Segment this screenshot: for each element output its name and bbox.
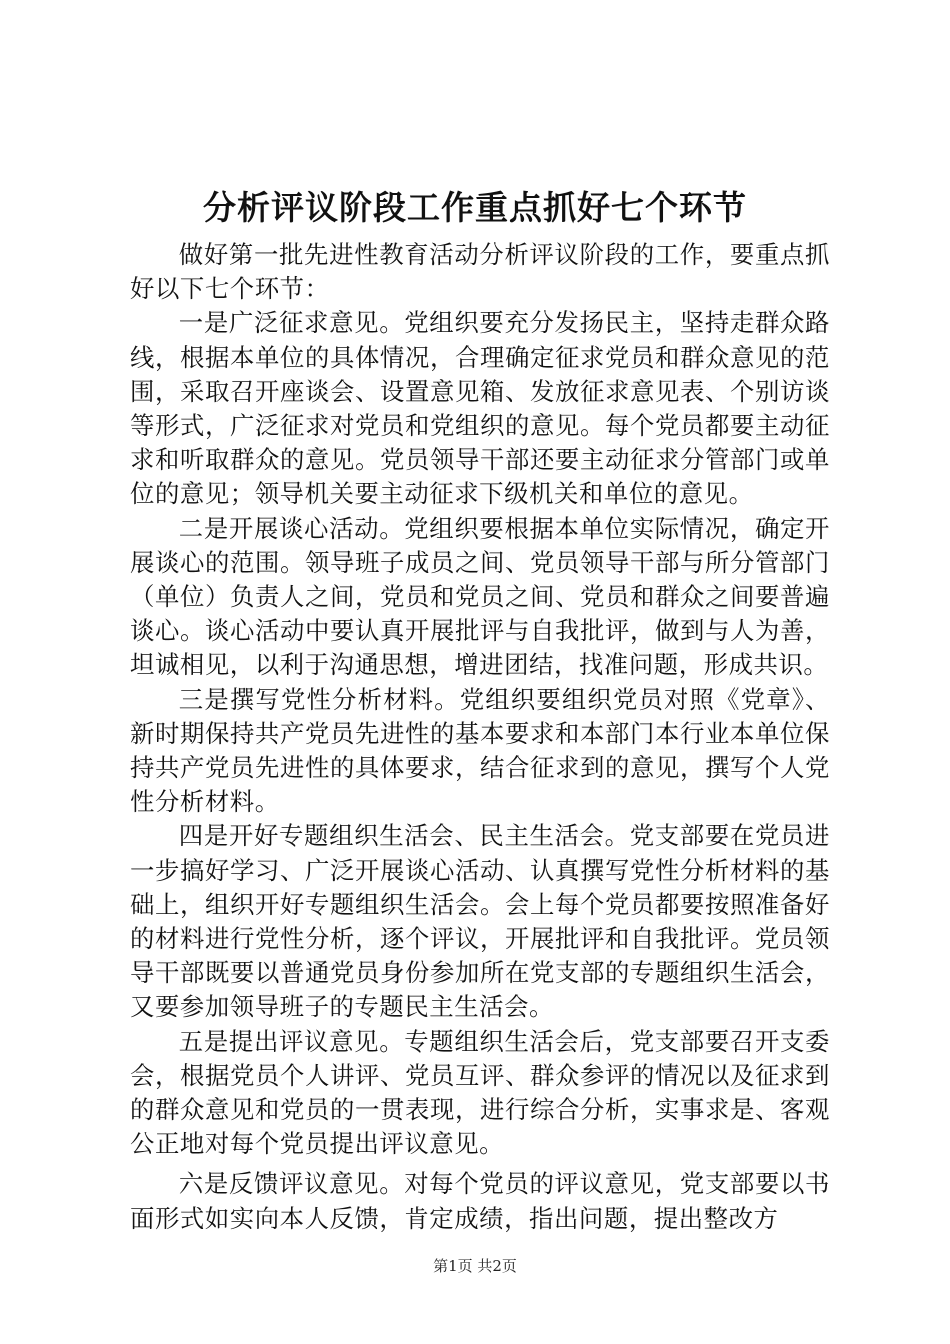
- paragraph-2-heart-to-heart: 二是开展谈心活动。党组织要根据本单位实际情况，确定开展谈心的范围。领导班子成员之间、党员领导干部与所分管部门（单位）负责人之间，党员和党员之间、党员和群众之间要普遍谈心。谈心活动中要认真开展批评与自我批评，做到与人为善，坦诚相见，以利于沟通思想，增进团结，找准问题，形成共识。: [130, 513, 830, 680]
- paragraph-5-evaluation: 五是提出评议意见。专题组织生活会后，党支部要召开支委会，根据党员个人讲评、党员互评、群众参评的情况以及征求到的群众意见和党员的一贯表现，进行综合分析，实事求是、客观公正地对每个党员提出评议意见。: [130, 1026, 830, 1159]
- paragraph-3-party-analysis: 三是撰写党性分析材料。党组织要组织党员对照《党章》、新时期保持共产党员先进性的基本要求和本部门本行业本单位保持共产党员先进性的具体要求，结合征求到的意见，撰写个人党性分析材料。: [130, 684, 830, 817]
- document-title: 分析评议阶段工作重点抓好七个环节: [203, 188, 747, 227]
- paragraph-intro: 做好第一批先进性教育活动分析评议阶段的工作，要重点抓好以下七个环节：: [130, 240, 830, 304]
- page-number-footer: 第1页 共2页: [433, 1257, 517, 1275]
- paragraph-4-life-meetings: 四是开好专题组织生活会、民主生活会。党支部要在党员进一步搞好学习、广泛开展谈心活动、认真撰写党性分析材料的基础上，组织开好专题组织生活会。会上每个党员都要按照准备好的材料进行党性分析，逐个评议，开展批评和自我批评。党员领导干部既要以普通党员身份参加所在党支部的专题组织生活会，又要参加领导班子的专题民主生活会。: [130, 821, 830, 1022]
- paragraph-1-solicit-opinions: 一是广泛征求意见。党组织要充分发扬民主，坚持走群众路线，根据本单位的具体情况，合理确定征求党员和群众意见的范围，采取召开座谈会、设置意见箱、发放征求意见表、个别访谈等形式，广泛征求对党员和党组织的意见。每个党员都要主动征求和听取群众的意见。党员领导干部还要主动征求分管部门或单位的意见；领导机关要主动征求下级机关和单位的意见。: [130, 308, 830, 509]
- document-body: [130, 238, 830, 1236]
- paragraph-6-feedback: 六是反馈评议意见。对每个党员的评议意见，党支部要以书面形式如实向本人反馈，肯定成绩，指出问题，提出整改方: [130, 1169, 830, 1233]
